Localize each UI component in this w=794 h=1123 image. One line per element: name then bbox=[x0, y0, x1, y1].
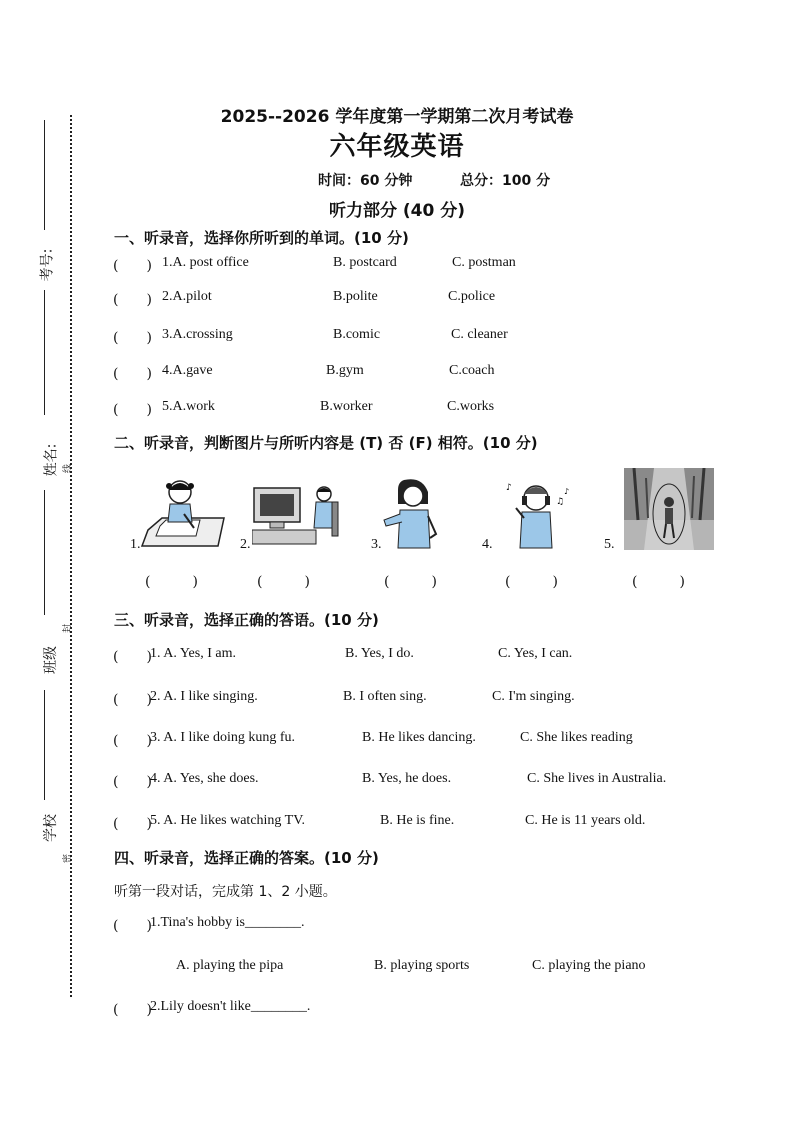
answer-blank[interactable]: ( ) bbox=[113, 330, 152, 346]
option-c: C.works bbox=[447, 399, 495, 414]
option-a: 4. A. Yes, she does. bbox=[150, 771, 259, 786]
girl-pointing-picture bbox=[382, 478, 442, 550]
name-label: 姓名: bbox=[43, 443, 60, 477]
question-text: 1.Tina's hobby is________. bbox=[150, 915, 305, 930]
option-b: B. Yes, he does. bbox=[362, 771, 452, 786]
option-c: C. She lives in Australia. bbox=[527, 771, 667, 786]
judge-blank[interactable]: ( ) bbox=[384, 574, 437, 590]
picture-number: 3. bbox=[371, 537, 382, 552]
answer-blank[interactable]: ( ) bbox=[113, 258, 152, 274]
option-a: 4.A.gave bbox=[162, 363, 213, 378]
option-b: B. postcard bbox=[333, 255, 397, 270]
girl-skipping-rope-picture bbox=[624, 468, 714, 550]
option-b: B.comic bbox=[333, 327, 381, 342]
judge-blank[interactable]: ( ) bbox=[145, 574, 198, 590]
section-3-title: 三、听录音，选择正确的答语。(10 分) bbox=[114, 611, 379, 629]
option-a: 5.A.work bbox=[162, 399, 215, 414]
answer-blank[interactable]: ( ) bbox=[113, 733, 152, 749]
option-c: C.police bbox=[448, 289, 496, 304]
question-text: 2.Lily doesn't like________. bbox=[150, 999, 311, 1014]
answer-blank[interactable]: ( ) bbox=[113, 692, 152, 708]
answer-blank[interactable]: ( ) bbox=[113, 402, 152, 418]
option-a: 1.A. post office bbox=[162, 255, 249, 270]
exam-no-label: 考号: bbox=[39, 248, 56, 282]
seal-marker: 封 bbox=[63, 623, 74, 634]
option-c: C. Yes, I can. bbox=[498, 646, 573, 661]
girl-drawing-picture bbox=[140, 478, 228, 550]
section-1-title: 一、听录音，选择你所听到的单词。(10 分) bbox=[114, 229, 409, 247]
answer-blank[interactable]: ( ) bbox=[113, 292, 152, 308]
picture-number: 2. bbox=[240, 537, 251, 552]
option-a: 3. A. I like doing kung fu. bbox=[150, 730, 296, 745]
binding-dotted-line bbox=[70, 115, 72, 997]
answer-blank[interactable]: ( ) bbox=[113, 816, 152, 832]
time-info: 时间：60 分钟 bbox=[318, 173, 413, 189]
judge-blank[interactable]: ( ) bbox=[257, 574, 310, 590]
option-c: C. playing the piano bbox=[532, 958, 646, 973]
option-b: B.polite bbox=[333, 289, 378, 304]
svg-text:♪: ♪ bbox=[506, 483, 512, 493]
option-a: A. playing the pipa bbox=[176, 958, 284, 973]
class-blank bbox=[44, 490, 45, 615]
line-marker: 线 bbox=[63, 463, 74, 474]
option-a: 1. A. Yes, I am. bbox=[150, 646, 236, 661]
picture-number: 4. bbox=[482, 537, 493, 552]
option-c: C. cleaner bbox=[451, 327, 508, 342]
option-a: 2. A. I like singing. bbox=[150, 689, 258, 704]
school-label: 学校 bbox=[43, 814, 59, 842]
part-title: 听力部分 (40 分) bbox=[328, 201, 466, 221]
option-c: C. I'm singing. bbox=[492, 689, 575, 704]
option-a: 5. A. He likes watching TV. bbox=[150, 813, 306, 828]
picture-number: 1. bbox=[130, 537, 141, 552]
option-c: C. postman bbox=[452, 255, 516, 270]
answer-blank[interactable]: ( ) bbox=[113, 774, 152, 790]
answer-blank[interactable]: ( ) bbox=[113, 366, 152, 382]
name-blank-top bbox=[44, 290, 45, 415]
boy-at-computer-picture bbox=[252, 484, 344, 546]
option-b: B. playing sports bbox=[374, 958, 470, 973]
option-b: B. He likes dancing. bbox=[362, 730, 476, 745]
exam-title: 2025--2026 学年度第一学期第二次月考试卷 bbox=[220, 107, 574, 127]
option-c: C.coach bbox=[449, 363, 495, 378]
judge-blank[interactable]: ( ) bbox=[505, 574, 558, 590]
option-b: B. I often sing. bbox=[343, 689, 427, 704]
option-b: B. He is fine. bbox=[380, 813, 455, 828]
answer-blank[interactable]: ( ) bbox=[113, 918, 152, 934]
section-4-title: 四、听录音，选择正确的答案。(10 分) bbox=[114, 849, 379, 867]
school-blank bbox=[44, 690, 45, 800]
section-4-intro: 听第一段对话，完成第 1、2 小题。 bbox=[114, 884, 337, 900]
option-b: B.worker bbox=[320, 399, 373, 414]
picture-number: 5. bbox=[604, 537, 615, 552]
answer-blank[interactable]: ( ) bbox=[113, 649, 152, 665]
option-c: C. He is 11 years old. bbox=[525, 813, 646, 828]
svg-text:♫: ♫ bbox=[556, 497, 565, 507]
subject-title: 六年级英语 bbox=[329, 132, 465, 162]
score-info: 总分：100 分 bbox=[460, 173, 551, 189]
class-label: 班级 bbox=[43, 646, 59, 674]
judge-blank[interactable]: ( ) bbox=[632, 574, 685, 590]
answer-blank[interactable]: ( ) bbox=[113, 1002, 152, 1018]
section-2-title: 二、听录音，判断图片与所听内容是 (T) 否 (F) 相符。(10 分) bbox=[114, 434, 538, 452]
option-c: C. She likes reading bbox=[520, 730, 633, 745]
option-b: B. Yes, I do. bbox=[345, 646, 414, 661]
tight-marker: 密 bbox=[63, 853, 74, 864]
boy-listening-music-picture bbox=[502, 478, 574, 550]
option-a: 3.A.crossing bbox=[162, 327, 233, 342]
option-a: 2.A.pilot bbox=[162, 289, 212, 304]
option-b: B.gym bbox=[326, 363, 364, 378]
svg-text:♪: ♪ bbox=[564, 487, 570, 496]
